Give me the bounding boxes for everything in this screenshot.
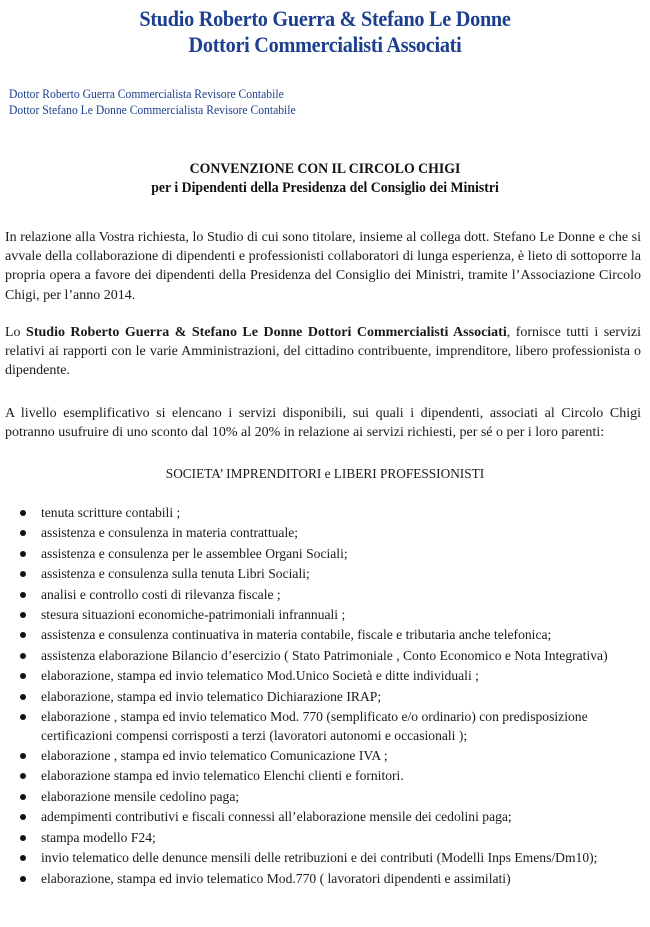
p2-rest: , fornisce tutti i servizi relativi ai rapporti con le varie Amministrazioni, del cittadino contribuente, imprenditore, libero professionista o dipendente. xyxy=(5,325,642,379)
bullet-icon xyxy=(20,653,26,659)
list-item: assistenza elaborazione Bilancio d’esercizio ( Stato Patrimoniale , Conto Economico e Nota Integrativa) xyxy=(20,646,645,666)
list-item: assistenza e consulenza sulla tenuta Libri Sociali; xyxy=(20,564,645,584)
bullet-icon xyxy=(20,714,26,720)
convention-subtitle: per i Dipendenti della Presidenza del Consiglio dei Ministri xyxy=(151,180,499,196)
bullet-icon xyxy=(20,530,26,536)
list-item: analisi e controllo costi di rilevanza fiscale ; xyxy=(20,585,645,605)
partner-line-2: Dottor Stefano Le Donne Commercialista Revisore Contabile xyxy=(9,103,296,117)
bullet-icon xyxy=(20,632,26,638)
convention-title: CONVENZIONE CON IL CIRCOLO CHIGI xyxy=(189,161,461,177)
bullet-icon xyxy=(20,794,26,800)
list-item: elaborazione , stampa ed invio telematico Comunicazione IVA ; xyxy=(20,746,645,766)
list-item: assistenza e consulenza continuativa in materia contabile, fiscale e tributaria anche telefonica; xyxy=(20,625,645,645)
bullet-icon xyxy=(20,551,26,557)
bullet-icon xyxy=(20,673,26,679)
bullet-icon xyxy=(20,694,26,700)
list-item: assistenza e consulenza in materia contrattuale; xyxy=(20,523,645,543)
partner-line-1: Dottor Roberto Guerra Commercialista Revisore Contabile xyxy=(9,87,284,101)
bullet-icon xyxy=(20,612,26,618)
intro-paragraph: In relazione alla Vostra richiesta, lo Studio di cui sono titolare, insieme al collega dott. Stefano Le Donne e che si avvale della collaborazione di dipendenti e professionisti collaboratori di lunga esperienza, è lieto di sottoporre la propria opera a favore dei dipendenti della Presidenza del Consiglio dei Ministri, tramite l’Associazione Circolo Chigi, per l’anno 2014. xyxy=(5,230,641,303)
bullet-icon xyxy=(20,510,26,516)
bullet-icon xyxy=(20,753,26,759)
services-list xyxy=(20,503,645,889)
bullet-icon xyxy=(20,571,26,577)
bullet-icon xyxy=(20,876,26,882)
list-item: tenuta scritture contabili ; xyxy=(20,503,645,523)
list-item: assistenza e consulenza per le assemblee Organi Sociali; xyxy=(20,544,645,564)
bullet-icon xyxy=(20,835,26,841)
list-item: elaborazione, stampa ed invio telematico Mod.770 ( lavoratori dipendenti e assimilati) xyxy=(20,869,645,889)
bullet-icon xyxy=(20,814,26,820)
list-item: elaborazione , stampa ed invio telematico Mod. 770 (semplificato e/o ordinario) con predisposizione certificazioni compensi corrisposti a terzi (lavoratori autonomi e occasionali ); xyxy=(20,707,645,745)
list-item: elaborazione, stampa ed invio telematico Dichiarazione IRAP; xyxy=(20,687,645,707)
bullet-icon xyxy=(20,855,26,861)
list-item: elaborazione stampa ed invio telematico Elenchi clienti e fornitori. xyxy=(20,766,645,786)
partners-block xyxy=(9,86,296,118)
p2-prefix: Lo xyxy=(5,325,27,340)
studio-name-heading: Studio Roberto Guerra & Stefano Le Donne xyxy=(139,6,511,31)
section-heading: SOCIETA’ IMPRENDITORI e LIBERI PROFESSIONISTI xyxy=(165,467,485,482)
p2-studio-name: Studio Roberto Guerra & Stefano Le Donne Dottori Commercialisti Associati xyxy=(26,325,507,340)
list-item: stesura situazioni economiche-patrimoniali infrannuali ; xyxy=(20,605,645,625)
studio-services-paragraph xyxy=(5,323,641,381)
list-item: elaborazione, stampa ed invio telematico Mod.Unico Società e ditte individuali ; xyxy=(20,666,645,686)
list-item: stampa modello F24; xyxy=(20,828,645,848)
discount-paragraph: A livello esemplificativo si elencano i servizi disponibili, sui quali i dipendenti, associati al Circolo Chigi potranno usufruire di uno sconto dal 10% al 20% in relazione ai servizi richiesti, per sé o per i loro parenti: xyxy=(5,406,641,441)
list-item: elaborazione mensile cedolino paga; xyxy=(20,787,645,807)
list-item: adempimenti contributivi e fiscali connessi all’elaborazione mensile dei cedolini paga; xyxy=(20,807,645,827)
bullet-icon xyxy=(20,592,26,598)
bullet-icon xyxy=(20,773,26,779)
list-item: invio telematico delle denunce mensili delle retribuzioni e dei contributi (Modelli Inps Emens/Dm10); xyxy=(20,848,645,868)
studio-subtitle-heading: Dottori Commercialisti Associati xyxy=(188,32,462,57)
